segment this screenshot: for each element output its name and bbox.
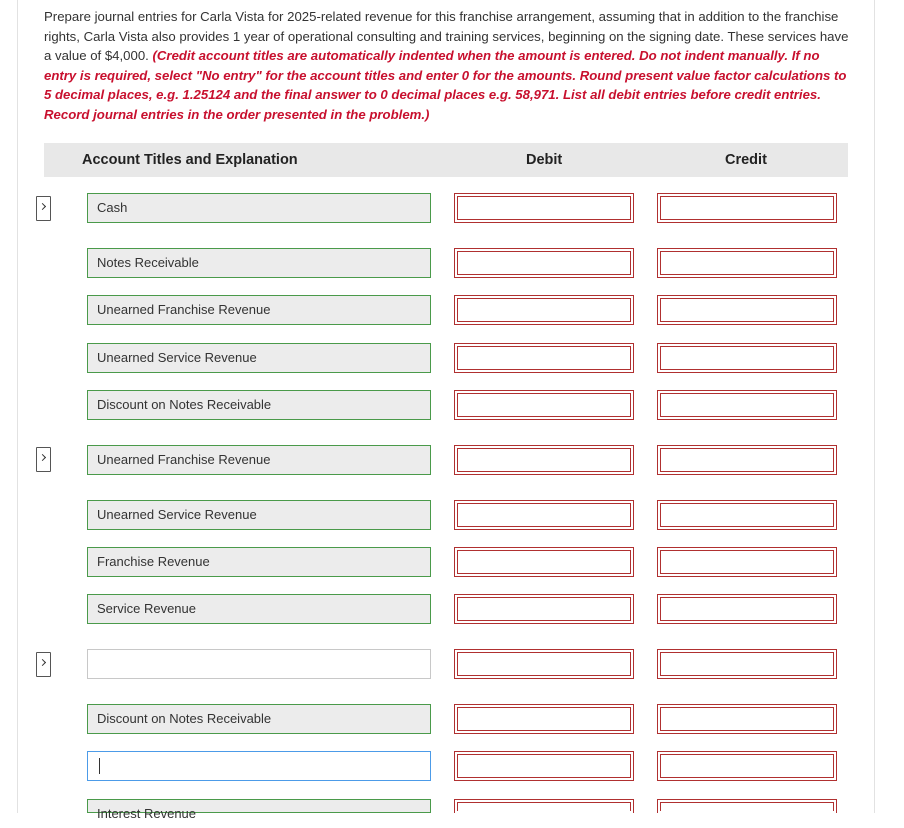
instructions-note: (Credit account titles are automatically indented when the amount is entered. Do not indent manually. If no entry is required, select "No entry" for the account titles and enter 0 for the amounts. Round present value factor calculations to 5 decimal places, e.g. 1.25124 and the final answer to 0 decimal places e.g. 58,971. List all debit entries before credit entries. Record journal entries in the order presented in the problem.): [44, 48, 847, 122]
debit-input[interactable]: [454, 248, 634, 278]
debit-input[interactable]: [454, 445, 634, 475]
credit-input[interactable]: [657, 445, 837, 475]
account-title-input[interactable]: [87, 649, 431, 679]
debit-input[interactable]: [454, 649, 634, 679]
credit-input[interactable]: [657, 547, 837, 577]
header-credit: Credit: [725, 152, 767, 168]
debit-input[interactable]: [454, 193, 634, 223]
account-title-input[interactable]: Discount on Notes Receivable: [87, 704, 431, 734]
account-title-input[interactable]: Unearned Franchise Revenue: [87, 445, 431, 475]
account-title-input[interactable]: Unearned Service Revenue: [87, 343, 431, 373]
credit-input[interactable]: [657, 751, 837, 781]
debit-input[interactable]: [454, 547, 634, 577]
instructions-text: Prepare journal entries for Carla Vista for 2025-related revenue for this franchise arrangement, assuming that in addition to the franchise rights, Carla Vista also provides 1 year of operational consulting and training services, beginning on the signing date. These services have a value of $4,000.: [44, 9, 849, 64]
account-title-input[interactable]: Unearned Franchise Revenue: [87, 295, 431, 325]
entry-3-dropdown[interactable]: [36, 652, 51, 677]
credit-input[interactable]: [657, 799, 837, 813]
debit-input[interactable]: [454, 295, 634, 325]
journal-table-header: [44, 143, 848, 177]
header-account-titles: Account Titles and Explanation: [82, 152, 298, 168]
account-title-input[interactable]: Franchise Revenue: [87, 547, 431, 577]
debit-input[interactable]: [454, 500, 634, 530]
debit-input[interactable]: [454, 751, 634, 781]
credit-input[interactable]: [657, 390, 837, 420]
account-title-input[interactable]: Discount on Notes Receivable: [87, 390, 431, 420]
credit-input[interactable]: [657, 193, 837, 223]
account-title-input[interactable]: Interest Revenue: [87, 799, 431, 813]
debit-input[interactable]: [454, 343, 634, 373]
credit-input[interactable]: [657, 248, 837, 278]
entry-1-dropdown[interactable]: [36, 196, 51, 221]
credit-input[interactable]: [657, 500, 837, 530]
debit-input[interactable]: [454, 799, 634, 813]
account-title-input[interactable]: Cash: [87, 193, 431, 223]
credit-input[interactable]: [657, 649, 837, 679]
debit-input[interactable]: [454, 704, 634, 734]
credit-input[interactable]: [657, 343, 837, 373]
credit-input[interactable]: [657, 704, 837, 734]
header-debit: Debit: [526, 152, 563, 168]
debit-input[interactable]: [454, 390, 634, 420]
account-title-input-focused[interactable]: [87, 751, 431, 781]
credit-input[interactable]: [657, 295, 837, 325]
debit-input[interactable]: [454, 594, 634, 624]
account-title-input[interactable]: Unearned Service Revenue: [87, 500, 431, 530]
account-title-input[interactable]: Service Revenue: [87, 594, 431, 624]
entry-2-dropdown[interactable]: [36, 447, 51, 472]
instructions: [44, 7, 854, 125]
credit-input[interactable]: [657, 594, 837, 624]
account-title-input[interactable]: Notes Receivable: [87, 248, 431, 278]
